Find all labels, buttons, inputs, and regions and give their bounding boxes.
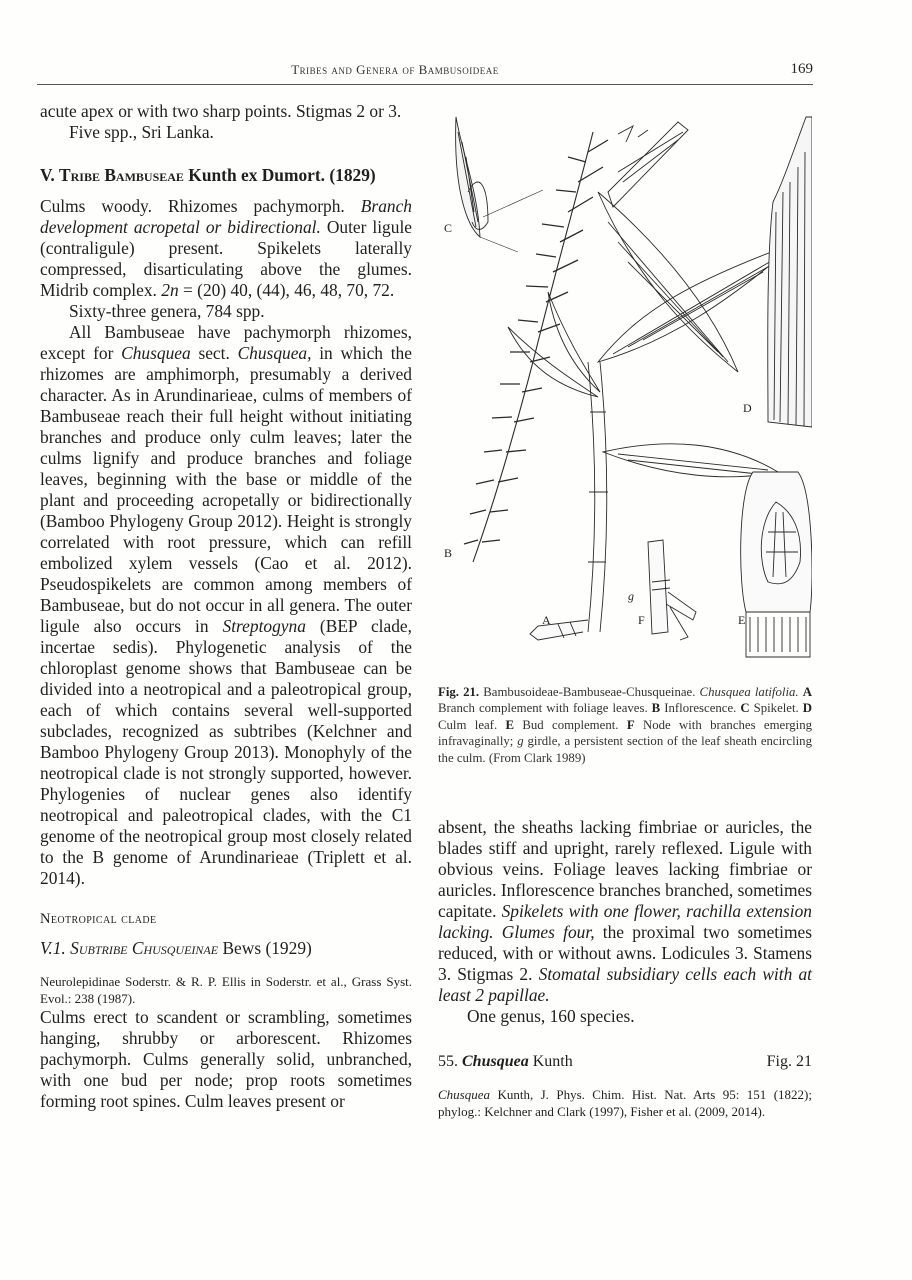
genus-number: 55. bbox=[438, 1053, 458, 1070]
caption-key: g bbox=[517, 734, 524, 749]
header-rule bbox=[37, 84, 813, 85]
genus-title bbox=[438, 1051, 573, 1072]
culm-drawing bbox=[530, 362, 608, 640]
section-italic: Chusquea, bbox=[237, 343, 312, 363]
caption-figure-number: Fig. 21. bbox=[438, 685, 480, 699]
caption-text: Culm leaf. bbox=[438, 717, 498, 732]
botanical-illustration bbox=[438, 112, 812, 667]
label-A: A bbox=[542, 613, 551, 627]
tribe-description bbox=[40, 196, 412, 301]
desc-text: Culms woody. Rhizomes pachymorph. bbox=[40, 196, 345, 216]
desc-italic: Stomatal subsidiary cells each with at least 2 papillae. bbox=[438, 964, 812, 1005]
right-column bbox=[438, 817, 812, 1120]
paragraph-culms: Culms erect to scandent or scrambling, sometimes hanging, shrubby or arborescent. Rhizomes pachymorph. Culms generally solid, unbranched, with one bud per node; prop roots sometimes forming root spines. Culm leaves present or bbox=[40, 1007, 412, 1111]
tribe-heading bbox=[40, 165, 412, 186]
paragraph-bambuseae bbox=[40, 322, 412, 889]
caption-text: Inflorescence. bbox=[664, 701, 737, 716]
running-header bbox=[37, 62, 813, 84]
caption-text: Node with branches emerging infravaginally; bbox=[438, 717, 812, 749]
caption-key: F bbox=[626, 717, 635, 732]
subtribe-name: Subtribe Chusqueinae bbox=[70, 938, 219, 958]
clade-heading: Neotropical clade bbox=[40, 911, 157, 927]
caption-text: Bud complement. bbox=[522, 717, 619, 732]
genus-citation bbox=[438, 1086, 812, 1120]
subtribe-number: V.1. bbox=[40, 938, 66, 958]
genus-italic: Streptogyna bbox=[222, 616, 306, 636]
spikelet-drawing bbox=[456, 117, 488, 237]
caption-key: D bbox=[802, 701, 812, 716]
genus-name: Chusquea bbox=[462, 1053, 529, 1070]
caption-text: Bambusoideae-Bambuseae-Chusqueinae. bbox=[483, 685, 696, 699]
running-title: Tribes and Genera of Bambusoideae bbox=[291, 62, 499, 77]
caption-key: A bbox=[802, 685, 812, 699]
figure-caption bbox=[438, 684, 812, 766]
para-text: in which the rhizomes are amphimorph, presumably a derived character. As in Arundinarieae, culms of members of Bambuseae reach their full height without initiating branches and produce only culm leaves; later the culms lignify and produce branches and foliage leaves, beginning with the base or middle of the plant and proceeding acropetally or bidirectionally (Bamboo Phylogeny Group 2012). Height is strongly correlated with root pressure, which can refill embolized xylem vessels (Cao et al. 2012). Pseudospikelets are common among members of Bambuseae, but do not occur in all genera. The outer ligule also occurs in bbox=[40, 343, 412, 636]
synonym-citation: Neurolepidinae Soderstr. & R. P. Ellis in Soderstr. et al., Grass Syst. Evol.: 238 (1987). bbox=[40, 974, 412, 1006]
para-text: All Bambuseae have pachymorph rhizomes, except for bbox=[40, 322, 412, 363]
left-column bbox=[40, 101, 412, 1112]
label-F: F bbox=[638, 613, 645, 627]
desc-italic: Branch development acropetal or bidirectional. bbox=[40, 196, 412, 237]
label-B: B bbox=[444, 546, 453, 560]
culm-leaf-drawing bbox=[768, 117, 812, 427]
tribe-number: V. bbox=[40, 165, 55, 185]
paragraph-species-count: Five spp., Sri Lanka. bbox=[69, 122, 214, 142]
caption-key: B bbox=[651, 701, 661, 716]
subtribe-author: Bews (1929) bbox=[222, 938, 312, 958]
node-drawing bbox=[648, 540, 696, 640]
citation-genus: Chusquea bbox=[438, 1087, 490, 1102]
inflorescence-drawing bbox=[464, 126, 648, 562]
genera-count: Sixty-three genera, 784 spp. bbox=[69, 301, 265, 321]
desc-text: Outer ligule (contraligule) present. Spikelets laterally compressed, disarticulating above the glumes. Midrib complex. bbox=[40, 217, 412, 300]
label-D: D bbox=[743, 401, 752, 415]
paragraph-subtribe-description bbox=[438, 817, 812, 1006]
para-text: sect. bbox=[198, 343, 230, 363]
caption-text: girdle, a persistent section of the leaf sheath encircling the culm. (From Clark 1989) bbox=[438, 734, 812, 765]
para-text: (BEP clade, incertae sedis). Phylogenetic analysis of the chloroplast genome shows that Bambuseae can be divided into a neotropical and a paleotropical group, each of which contains several well-supported subclades, recognized as subtribes (Kelchner and Bamboo Phylogeny Group 2013). Monophyly of the neotropical clade is not strongly supported, however. Phylogenies of nuclear genes also identify neotropical and paleotropical clades, with the C1 genome of the neotropical group most closely related to the B genome of Arundinarieae (Triplett et al. 2014). bbox=[40, 616, 412, 888]
caption-text: Branch complement with foliage leaves. bbox=[438, 701, 648, 716]
desc-italic: Spikelets with one flower, rachilla extension lacking. Glumes four, bbox=[438, 901, 812, 942]
genus-italic: Chusquea bbox=[121, 343, 191, 363]
caption-key: E bbox=[505, 717, 515, 732]
genus-count: One genus, 160 species. bbox=[467, 1006, 635, 1026]
genus-heading bbox=[438, 1051, 812, 1072]
label-E: E bbox=[738, 613, 746, 627]
chromosome-symbol: 2n bbox=[161, 280, 179, 300]
genus-author: Kunth bbox=[532, 1053, 573, 1070]
caption-species: Chusquea latifolia. bbox=[699, 685, 799, 699]
chromosome-numbers: = (20) 40, (44), 46, 48, 70, 72. bbox=[183, 280, 395, 300]
caption-key: C bbox=[740, 701, 750, 716]
label-g: g bbox=[628, 589, 634, 603]
figure-reference: Fig. 21 bbox=[766, 1053, 812, 1070]
foliage-leaves bbox=[508, 122, 798, 477]
subtribe-heading bbox=[40, 938, 412, 959]
page-number: 169 bbox=[790, 61, 813, 77]
tribe-author: Kunth ex Dumort. (1829) bbox=[188, 165, 376, 185]
desc-text: the proximal two sometimes reduced, with or without awns. Lodicules 3. Stamens 3. Stigmas 2. bbox=[438, 922, 812, 984]
desc-text: absent, the sheaths lacking fimbriae or auricles, the blades stiff and upright, rarely reflexed. Ligule with obvious veins. Foliage leaves lacking fimbriae or auricles. Inflorescence branches branched, sometimes capitate. bbox=[438, 817, 812, 921]
bud-complement-drawing bbox=[741, 472, 812, 657]
tribe-name: Tribe Bambuseae bbox=[59, 165, 184, 185]
citation-text: Kunth, J. Phys. Chim. Hist. Nat. Arts 95: 151 (1822); phylog.: Kelchner and Clark (1997), Fisher et al. (2009, 2014). bbox=[438, 1087, 812, 1119]
label-C: C bbox=[444, 221, 453, 235]
paragraph-stigmas: acute apex or with two sharp points. Stigmas 2 or 3. bbox=[40, 101, 402, 121]
caption-text: Spikelet. bbox=[753, 701, 799, 716]
